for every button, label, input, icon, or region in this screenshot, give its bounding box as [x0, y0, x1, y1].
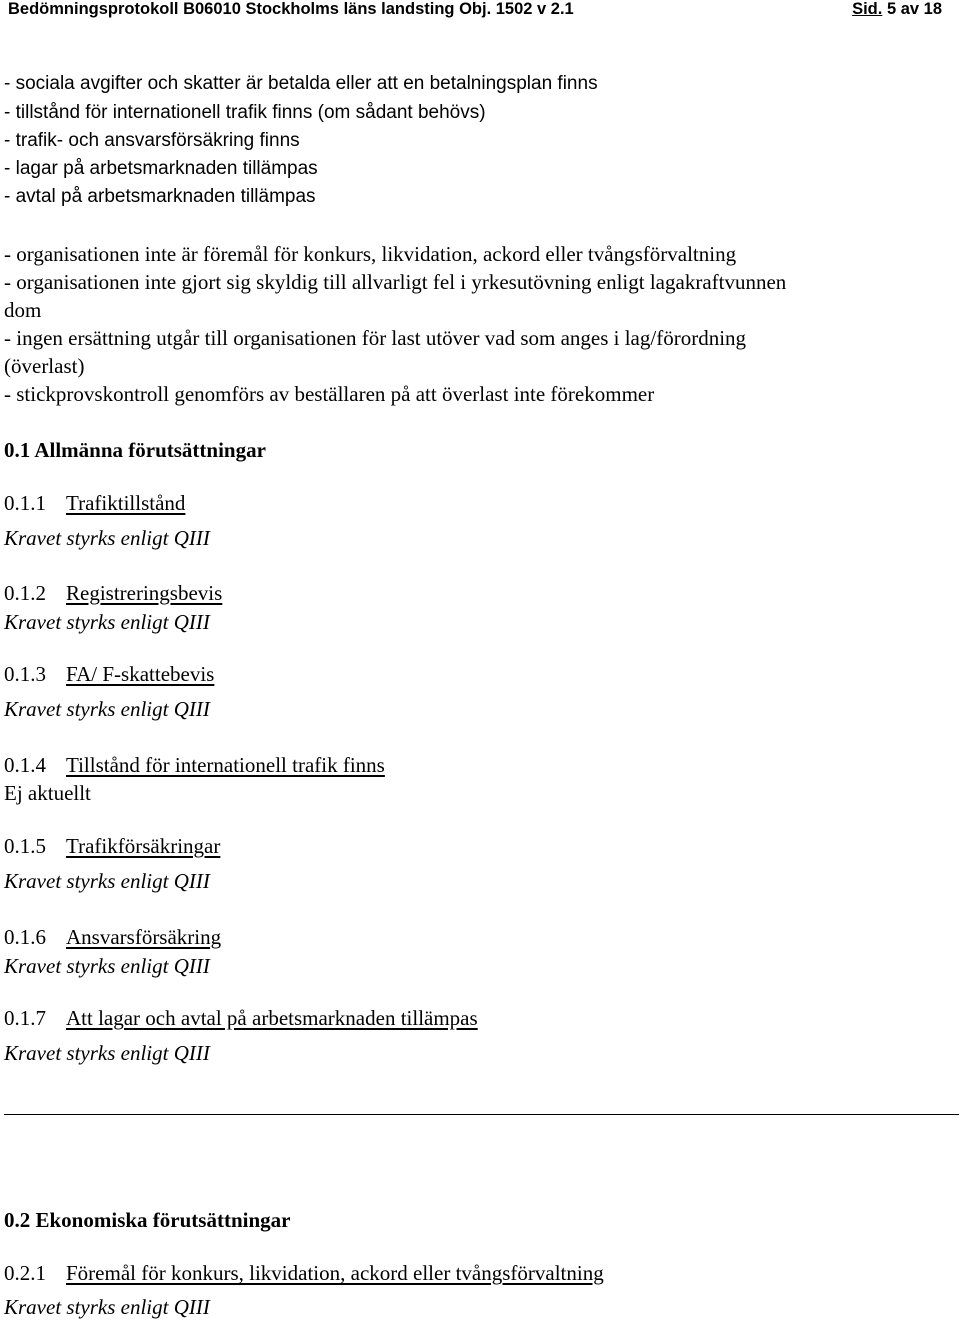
list-item: - organisationen inte är föremål för konkurs, likvidation, ackord eller tvångsförvaltning [4, 242, 737, 266]
subsection-number: 0.1.7 [4, 1006, 46, 1030]
list-item: (överlast) [4, 354, 85, 378]
requirement-status: Kravet styrks enligt QIII [4, 610, 210, 634]
subsection-heading [4, 834, 220, 859]
subsection-heading [4, 753, 385, 778]
section-heading: 0.2 Ekonomiska förutsättningar [4, 1208, 291, 1232]
page-count: 5 av 18 [882, 0, 942, 18]
list-item: - tillstånd för internationell trafik finns (om sådant behövs) [4, 102, 486, 123]
list-item: - stickprovskontroll genomförs av beställaren på att överlast inte förekommer [4, 382, 655, 406]
requirement-status: Kravet styrks enligt QIII [4, 697, 210, 721]
subsection-number: 0.1.4 [4, 753, 46, 777]
requirement-status: Kravet styrks enligt QIII [4, 1295, 210, 1319]
page-prefix: Sid. [852, 0, 883, 18]
subsection-title: Föremål för konkurs, likvidation, ackord eller tvångsförvaltning [66, 1261, 604, 1285]
subsection-number: 0.1.5 [4, 834, 46, 858]
list-item: - organisationen inte gjort sig skyldig till allvarligt fel i yrkesutövning enligt lagakraftvunnen [4, 270, 787, 294]
document-title: Bedömningsprotokoll B06010 Stockholms läns landsting Obj. 1502 v 2.1 [8, 0, 574, 18]
list-item: - sociala avgifter och skatter är betalda eller att en betalningsplan finns [4, 73, 598, 94]
subsection-title: Tillstånd för internationell trafik finns [66, 753, 385, 777]
subsection-title: Trafiktillstånd [66, 491, 186, 515]
subsection-heading [4, 491, 185, 516]
subsection-heading [4, 1261, 604, 1286]
subsection-number: 0.1.3 [4, 662, 46, 686]
requirement-status: Ej aktuellt [4, 781, 91, 805]
list-item: - ingen ersättning utgår till organisationen för last utöver vad som anges i lag/förordning [4, 326, 747, 350]
list-item: - avtal på arbetsmarknaden tillämpas [4, 186, 316, 207]
subsection-heading [4, 1006, 478, 1031]
subsection-heading [4, 581, 222, 606]
subsection-title: Att lagar och avtal på arbetsmarknaden tillämpas [66, 1006, 478, 1030]
list-item: - trafik- och ansvarsförsäkring finns [4, 130, 300, 151]
subsection-number: 0.1.6 [4, 925, 46, 949]
subsection-title: Trafikförsäkringar [66, 834, 221, 858]
subsection-heading [4, 662, 214, 687]
list-item: dom [4, 298, 42, 322]
subsection-number: 0.1.2 [4, 581, 46, 605]
requirement-status: Kravet styrks enligt QIII [4, 954, 210, 978]
horizontal-divider [4, 1114, 959, 1115]
section-heading: 0.1 Allmänna förutsättningar [4, 438, 266, 462]
subsection-number: 0.1.1 [4, 491, 46, 515]
requirement-status: Kravet styrks enligt QIII [4, 1041, 210, 1065]
requirement-status: Kravet styrks enligt QIII [4, 526, 210, 550]
subsection-title: Registreringsbevis [66, 581, 223, 605]
subsection-title: Ansvarsförsäkring [66, 925, 222, 949]
page-number [852, 0, 942, 19]
subsection-heading [4, 925, 221, 950]
requirement-status: Kravet styrks enligt QIII [4, 869, 210, 893]
page-header [8, 0, 956, 22]
subsection-number: 0.2.1 [4, 1261, 46, 1285]
subsection-title: FA/ F-skattebevis [66, 662, 215, 686]
list-item: - lagar på arbetsmarknaden tillämpas [4, 158, 318, 179]
